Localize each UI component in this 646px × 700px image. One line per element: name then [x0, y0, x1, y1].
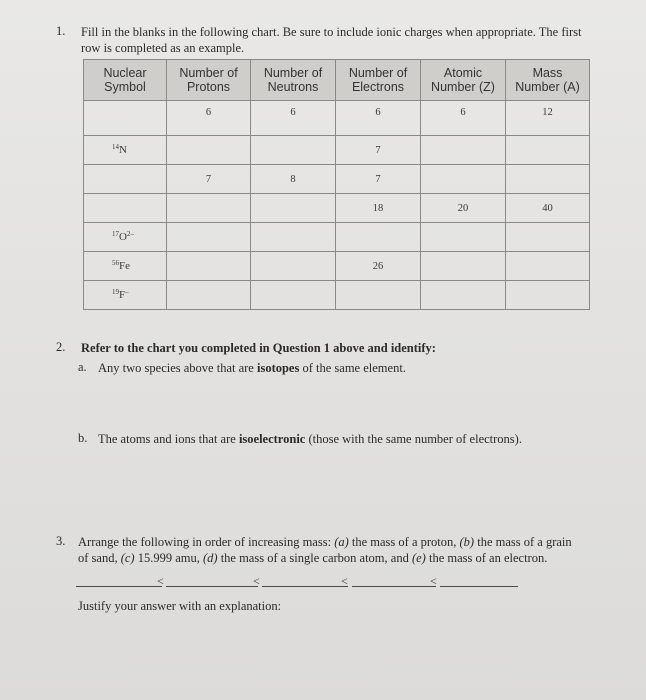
cell-electrons[interactable] — [336, 281, 421, 310]
cell-neutrons[interactable] — [251, 281, 336, 310]
q1-number: 1. — [56, 24, 66, 38]
header-mass-number: Mass Number (A) — [506, 60, 590, 101]
cell-symbol[interactable] — [84, 101, 167, 136]
cell-neutrons[interactable] — [251, 136, 336, 165]
table-row — [84, 281, 590, 310]
header-nuclear-symbol: Nuclear Symbol — [84, 60, 167, 101]
table-row — [84, 101, 590, 136]
cell-protons[interactable] — [167, 252, 251, 281]
table-row — [84, 252, 590, 281]
q2-intro: Refer to the chart you completed in Question 1 above and identify: — [81, 341, 436, 355]
header-neutrons: Number of Neutrons — [251, 60, 336, 101]
cell-protons[interactable]: 7 — [167, 165, 251, 194]
less-than-symbol: < — [430, 574, 437, 588]
cell-electrons[interactable]: 26 — [336, 252, 421, 281]
q2a-label: a. — [78, 360, 87, 374]
cell-electrons[interactable]: 18 — [336, 194, 421, 223]
cell-atomic-number[interactable]: 20 — [421, 194, 506, 223]
answer-blank-2[interactable] — [166, 586, 258, 587]
cell-neutrons[interactable]: 6 — [251, 101, 336, 136]
cell-electrons[interactable]: 6 — [336, 101, 421, 136]
cell-mass-number[interactable]: 40 — [506, 194, 590, 223]
q3-justify-prompt: Justify your answer with an explanation: — [78, 599, 282, 613]
header-protons: Number of Protons — [167, 60, 251, 101]
cell-protons[interactable] — [167, 281, 251, 310]
cell-symbol[interactable]: $^{17}O^{2-}$ — [84, 223, 167, 252]
q2b-label: b. — [78, 431, 88, 445]
less-than-symbol: < — [253, 574, 260, 588]
table-row — [84, 165, 590, 194]
cell-protons[interactable] — [167, 194, 251, 223]
cell-electrons[interactable]: 7 — [336, 136, 421, 165]
less-than-symbol: < — [341, 574, 348, 588]
q2b-text: The atoms and ions that are isoelectronic (those with the same number of electrons). — [98, 432, 522, 446]
cell-mass-number[interactable] — [506, 223, 590, 252]
cell-protons[interactable] — [167, 223, 251, 252]
cell-neutrons[interactable] — [251, 252, 336, 281]
cell-neutrons[interactable] — [251, 223, 336, 252]
cell-atomic-number[interactable] — [421, 252, 506, 281]
table-row — [84, 136, 590, 165]
answer-blank-5[interactable] — [440, 586, 518, 587]
table-row — [84, 194, 590, 223]
q3-number: 3. — [56, 534, 66, 548]
cell-symbol[interactable]: $^{19}$F– — [84, 281, 167, 310]
cell-atomic-number[interactable]: 6 — [421, 101, 506, 136]
cell-symbol[interactable]: $^{14}$N — [84, 136, 167, 165]
isotope-chart — [83, 59, 590, 310]
q2a-text: Any two species above that are isotopes of the same element. — [98, 361, 406, 375]
cell-protons[interactable] — [167, 136, 251, 165]
table-header-row — [84, 60, 590, 101]
less-than-symbol: < — [157, 574, 164, 588]
q1-instructions: Fill in the blanks in the following chart. Be sure to include ionic charges when appropriate. The first row is completed as an example. — [81, 25, 582, 55]
q3-text-line1: Arrange the following in order of increasing mass: (a) the mass of a proton, (b) the mass of a grain — [78, 535, 572, 549]
cell-symbol[interactable] — [84, 165, 167, 194]
cell-atomic-number[interactable] — [421, 136, 506, 165]
header-electrons: Number of Electrons — [336, 60, 421, 101]
cell-mass-number[interactable]: 12 — [506, 101, 590, 136]
cell-symbol[interactable] — [84, 194, 167, 223]
cell-atomic-number[interactable] — [421, 223, 506, 252]
cell-neutrons[interactable]: 8 — [251, 165, 336, 194]
q2-number: 2. — [56, 340, 66, 354]
cell-protons[interactable]: 6 — [167, 101, 251, 136]
cell-symbol[interactable]: $^{56}$Fe — [84, 252, 167, 281]
cell-mass-number[interactable] — [506, 165, 590, 194]
answer-blank-1[interactable] — [76, 586, 162, 587]
cell-mass-number[interactable] — [506, 281, 590, 310]
cell-mass-number[interactable] — [506, 252, 590, 281]
cell-electrons[interactable]: 7 — [336, 165, 421, 194]
header-atomic-number: Atomic Number (Z) — [421, 60, 506, 101]
cell-atomic-number[interactable] — [421, 165, 506, 194]
q3-text-line2: of sand, (c) 15.999 amu, (d) the mass of a single carbon atom, and (e) the mass of an electron. — [78, 551, 548, 565]
cell-electrons[interactable] — [336, 223, 421, 252]
cell-neutrons[interactable] — [251, 194, 336, 223]
table-row — [84, 223, 590, 252]
cell-atomic-number[interactable] — [421, 281, 506, 310]
answer-blank-4[interactable] — [352, 586, 436, 587]
answer-blank-3[interactable] — [262, 586, 348, 587]
cell-mass-number[interactable] — [506, 136, 590, 165]
